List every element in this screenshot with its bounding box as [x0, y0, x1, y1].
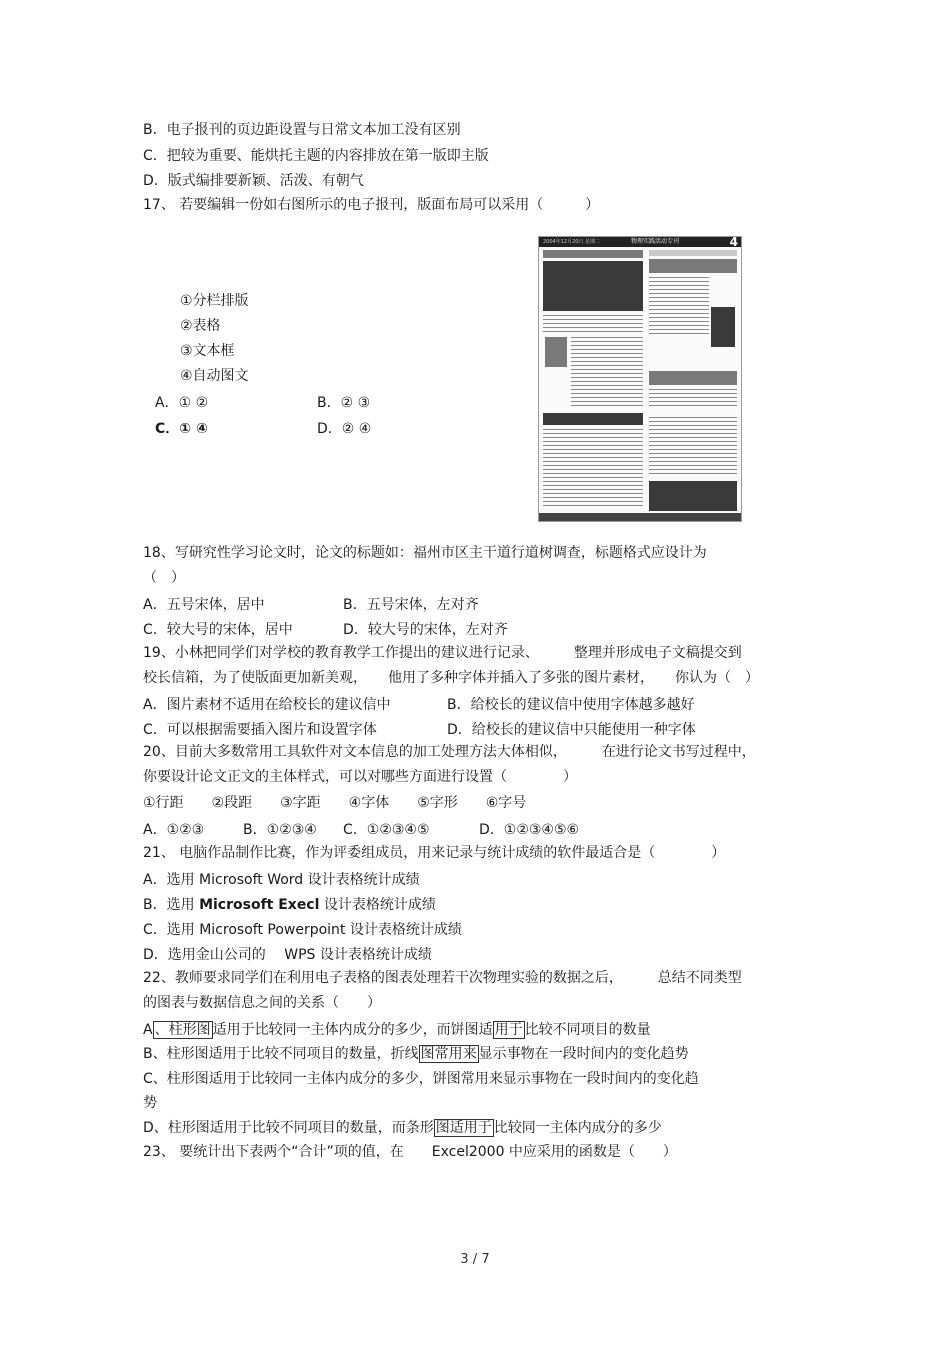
q22-d-text-2: 比较同一主体内成分的多少 [493, 1120, 662, 1136]
question-22-line-1: 22、教师要求同学们在利用电子表格的图表处理若干次物理实验的数据之后， 总结不同类型 [143, 970, 742, 986]
q21-option-b [143, 895, 436, 915]
q21-option-b-software: Microsoft Execl [199, 897, 320, 913]
q21-option-a: A．选用 Microsoft Word 设计表格统计成绩 [143, 872, 420, 888]
newspaper-figure [538, 236, 742, 522]
q19-option-c: C．可以根据需要插入图片和设置字体 [143, 722, 377, 738]
question-23: 23、 要统计出下表两个“合计”项的值，在 Excel2000 中应采用的函数是（ ） [143, 1144, 677, 1160]
question-18: 18、写研究性学习论文时，论文的标题如：福州市区主干道行道树调查，标题格式应设计为 [143, 545, 707, 561]
q22-d-text: D、柱形图适用于比较不同项目的数量，而条形 [143, 1120, 434, 1136]
newspaper-left-title [543, 250, 643, 258]
newspaper-right-photo [649, 481, 737, 511]
q21-option-b-prefix: B．选用 [143, 897, 200, 913]
q20-option-b: B．①②③④ [243, 822, 317, 838]
q22-b-text: B、柱形图适用于比较不同项目的数量，折线 [143, 1046, 419, 1062]
q19-option-a: A．图片素材不适用在给校长的建议信中 [143, 697, 391, 713]
newspaper-left-text [571, 337, 643, 407]
q22-a-letter: A [143, 1022, 153, 1038]
q22-a-box-1: 、柱形图 [154, 1022, 211, 1038]
question-20-line-2: 你要设计论文正文的主体样式，可以对哪些方面进行设置（ ） [143, 769, 577, 785]
newspaper-left-photo [543, 261, 643, 311]
question-21: 21、 电脑作品制作比赛，作为评委组成员，用来记录与统计成绩的软件最适合是（ ） [143, 845, 726, 861]
option-b-line: B．电子报刊的页边距设置与日常文本加工没有区别 [143, 122, 461, 138]
question-20-line-1: 20、目前大多数常用工具软件对文本信息的加工处理方法大体相似， 在进行论文书写过程中， [143, 744, 756, 760]
q18-option-c: C．较大号的宋体，居中 [143, 622, 293, 638]
q18-option-b: B．五号宋体，左对齐 [343, 597, 479, 613]
q17-option-a: A．① ② [155, 395, 209, 411]
q17-option-c: C．① ④ [155, 421, 208, 437]
q18-option-d: D．较大号的宋体，左对齐 [343, 622, 508, 638]
newspaper-right-table [649, 389, 737, 409]
newspaper-right-banner [649, 371, 737, 385]
newspaper-cartoon [545, 337, 567, 367]
q20-option-a: A．①②③ [143, 822, 205, 838]
newspaper-table [543, 315, 643, 333]
newspaper-left-banner [543, 413, 643, 425]
q19-option-d: D．给校长的建议信中只能使用一种字体 [447, 722, 696, 738]
question-19-line-1: 19、小林把同学们对学校的教育教学工作提出的建议进行记录、 整理并形成电子文稿提交到 [143, 645, 742, 661]
q22-b-box: 图常用来 [420, 1046, 477, 1062]
q21-option-c: C．选用 Microsoft Powerpoint 设计表格统计成绩 [143, 922, 462, 938]
q22-option-d [143, 1118, 662, 1138]
option-c-line: C．把较为重要、能烘托主题的内容排放在第一版即主版 [143, 148, 489, 164]
q20-option-d: D．①②③④⑤⑥ [479, 822, 580, 838]
question-19-line-2: 校长信箱，为了使版面更加新美观， 他用了多种字体并插入了多张的图片素材， 你认为（ ） [143, 670, 759, 686]
q18-option-a: A．五号宋体，居中 [143, 597, 265, 613]
q22-option-a [143, 1020, 651, 1040]
q22-a-box-2: 用于 [494, 1022, 523, 1038]
newspaper-right-text-2 [649, 417, 737, 477]
q17-option-b: B．② ③ [317, 395, 371, 411]
q22-option-c-line-1: C、柱形图适用于比较同一主体内成分的多少，饼图常用来显示事物在一段时间内的变化趋 [143, 1071, 699, 1087]
newspaper-left-text-2 [543, 429, 643, 509]
q22-d-box: 图适用于 [435, 1120, 492, 1136]
newspaper-page-number: 4 [729, 236, 738, 249]
q17-item-2: ②表格 [180, 318, 221, 334]
option-d-line: D．版式编排要新颖、活泼、有朝气 [143, 173, 364, 189]
q20-option-c: C．①②③④⑤ [343, 822, 430, 838]
q20-items: ①行距 ②段距 ③字距 ④字体 ⑤字形 ⑥字号 [143, 795, 527, 811]
q22-a-text: 适用于比较同一主体内成分的多少，而饼图适 [212, 1022, 493, 1038]
q22-option-c-line-2: 势 [143, 1095, 157, 1111]
q17-item-4: ④自动图文 [180, 368, 249, 384]
newspaper-header-title: 物理实践活动专刊 [631, 238, 680, 245]
newspaper-date: 2004年12月20日 星期二 [543, 239, 601, 245]
q21-option-b-suffix: 设计表格统计成绩 [319, 897, 436, 913]
q22-b-text-2: 显示事物在一段时间内的变化趋势 [478, 1046, 689, 1062]
question-22-line-2: 的图表与数据信息之间的关系（ ） [143, 995, 381, 1011]
q18-paren: （ ） [143, 570, 185, 586]
q17-option-d: D．② ④ [317, 421, 372, 437]
q17-item-1: ①分栏排版 [180, 293, 249, 309]
newspaper-figure-drawing [711, 307, 735, 347]
question-17: 17、 若要编辑一份如右图所示的电子报刊，版面布局可以采用（ ） [143, 197, 600, 213]
q22-option-b [143, 1044, 689, 1064]
q17-item-3: ③文本框 [180, 343, 235, 359]
newspaper-right-title [649, 259, 737, 273]
newspaper-footer-band [539, 513, 741, 521]
q22-a-text-2: 比较不同项目的数量 [524, 1022, 651, 1038]
q19-option-b: B．给校长的建议信中使用字体越多越好 [447, 697, 695, 713]
q21-option-d: D．选用金山公司的 WPS 设计表格统计成绩 [143, 947, 432, 963]
newspaper-right-caption [649, 250, 737, 256]
page-number: 3 / 7 [460, 1252, 490, 1267]
newspaper-right-text [649, 277, 709, 337]
